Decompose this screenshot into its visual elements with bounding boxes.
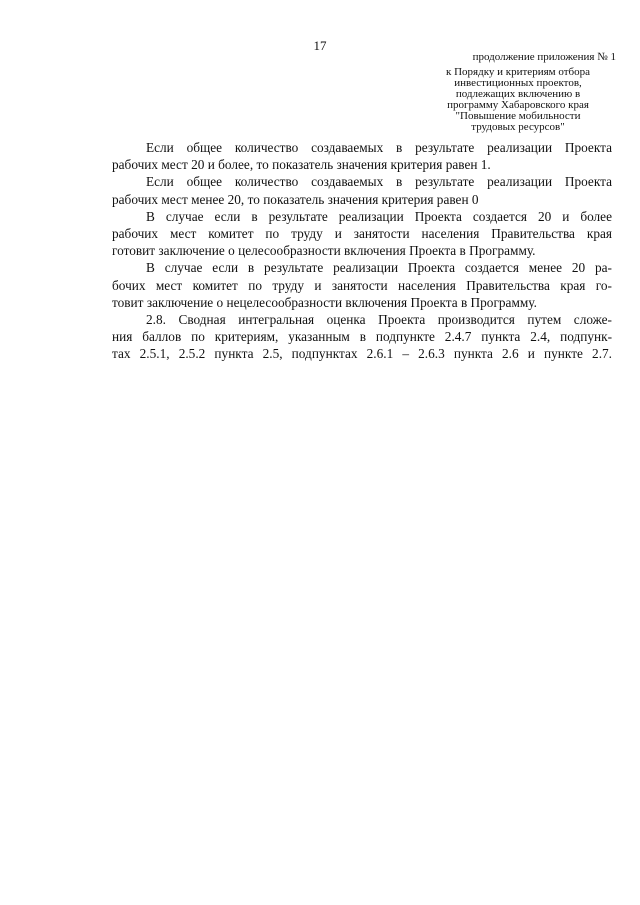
page-number: 17 bbox=[313, 38, 327, 53]
text-line: готовит заключение о целесообразности включения Проекта в Программу. bbox=[112, 243, 536, 259]
paragraph-criterion-1 bbox=[112, 139, 612, 173]
appendix-header-line: инвестиционных проектов, bbox=[454, 77, 582, 89]
text-line: 2.8. Сводная интегральная оценка Проекта производится путем сложе- bbox=[146, 312, 612, 328]
text-line: рабочих мест комитет по труду и занятости населения Правительства края bbox=[112, 226, 612, 242]
appendix-header-line: трудовых ресурсов" bbox=[471, 121, 565, 133]
text-line: рабочих мест менее 20, то показатель значения критерия равен 0 bbox=[112, 191, 479, 207]
text-line: ния баллов по критериям, указанным в подпункте 2.4.7 пункта 2.4, подпунк- bbox=[112, 329, 612, 345]
paragraph-criterion-0 bbox=[112, 173, 612, 207]
appendix-header-line: "Повышение мобильности bbox=[455, 110, 581, 122]
paragraph-feasible bbox=[112, 208, 612, 260]
appendix-continuation: продолжение приложения № 1 bbox=[472, 51, 616, 63]
text-line: Если общее количество создаваемых в результате реализации Проекта bbox=[146, 174, 612, 190]
appendix-header-line: программу Хабаровского края bbox=[447, 99, 589, 111]
text-line: В случае если в результате реализации Проекта создается менее 20 ра- bbox=[146, 260, 612, 276]
document-body bbox=[112, 139, 612, 363]
appendix-header-line: к Порядку и критериям отбора bbox=[446, 66, 590, 78]
text-line: В случае если в результате реализации Проекта создается 20 и более bbox=[146, 208, 612, 224]
appendix-header-line: подлежащих включению в bbox=[455, 88, 581, 100]
text-line: рабочих мест 20 и более, то показатель значения критерия равен 1. bbox=[112, 157, 491, 173]
appendix-header bbox=[420, 52, 616, 133]
paragraph-infeasible bbox=[112, 259, 612, 311]
text-line: тах 2.5.1, 2.5.2 пункта 2.5, подпунктах 2.6.1 – 2.6.3 пункта 2.6 и пункте 2.7. bbox=[112, 346, 612, 362]
text-line: Если общее количество создаваемых в результате реализации Проекта bbox=[146, 140, 612, 155]
text-line: товит заключение о нецелесообразности включения Проекта в Программу. bbox=[112, 294, 537, 310]
paragraph-2-8 bbox=[112, 311, 612, 363]
text-line: бочих мест комитет по труду и занятости населения Правительства края го- bbox=[112, 277, 612, 293]
